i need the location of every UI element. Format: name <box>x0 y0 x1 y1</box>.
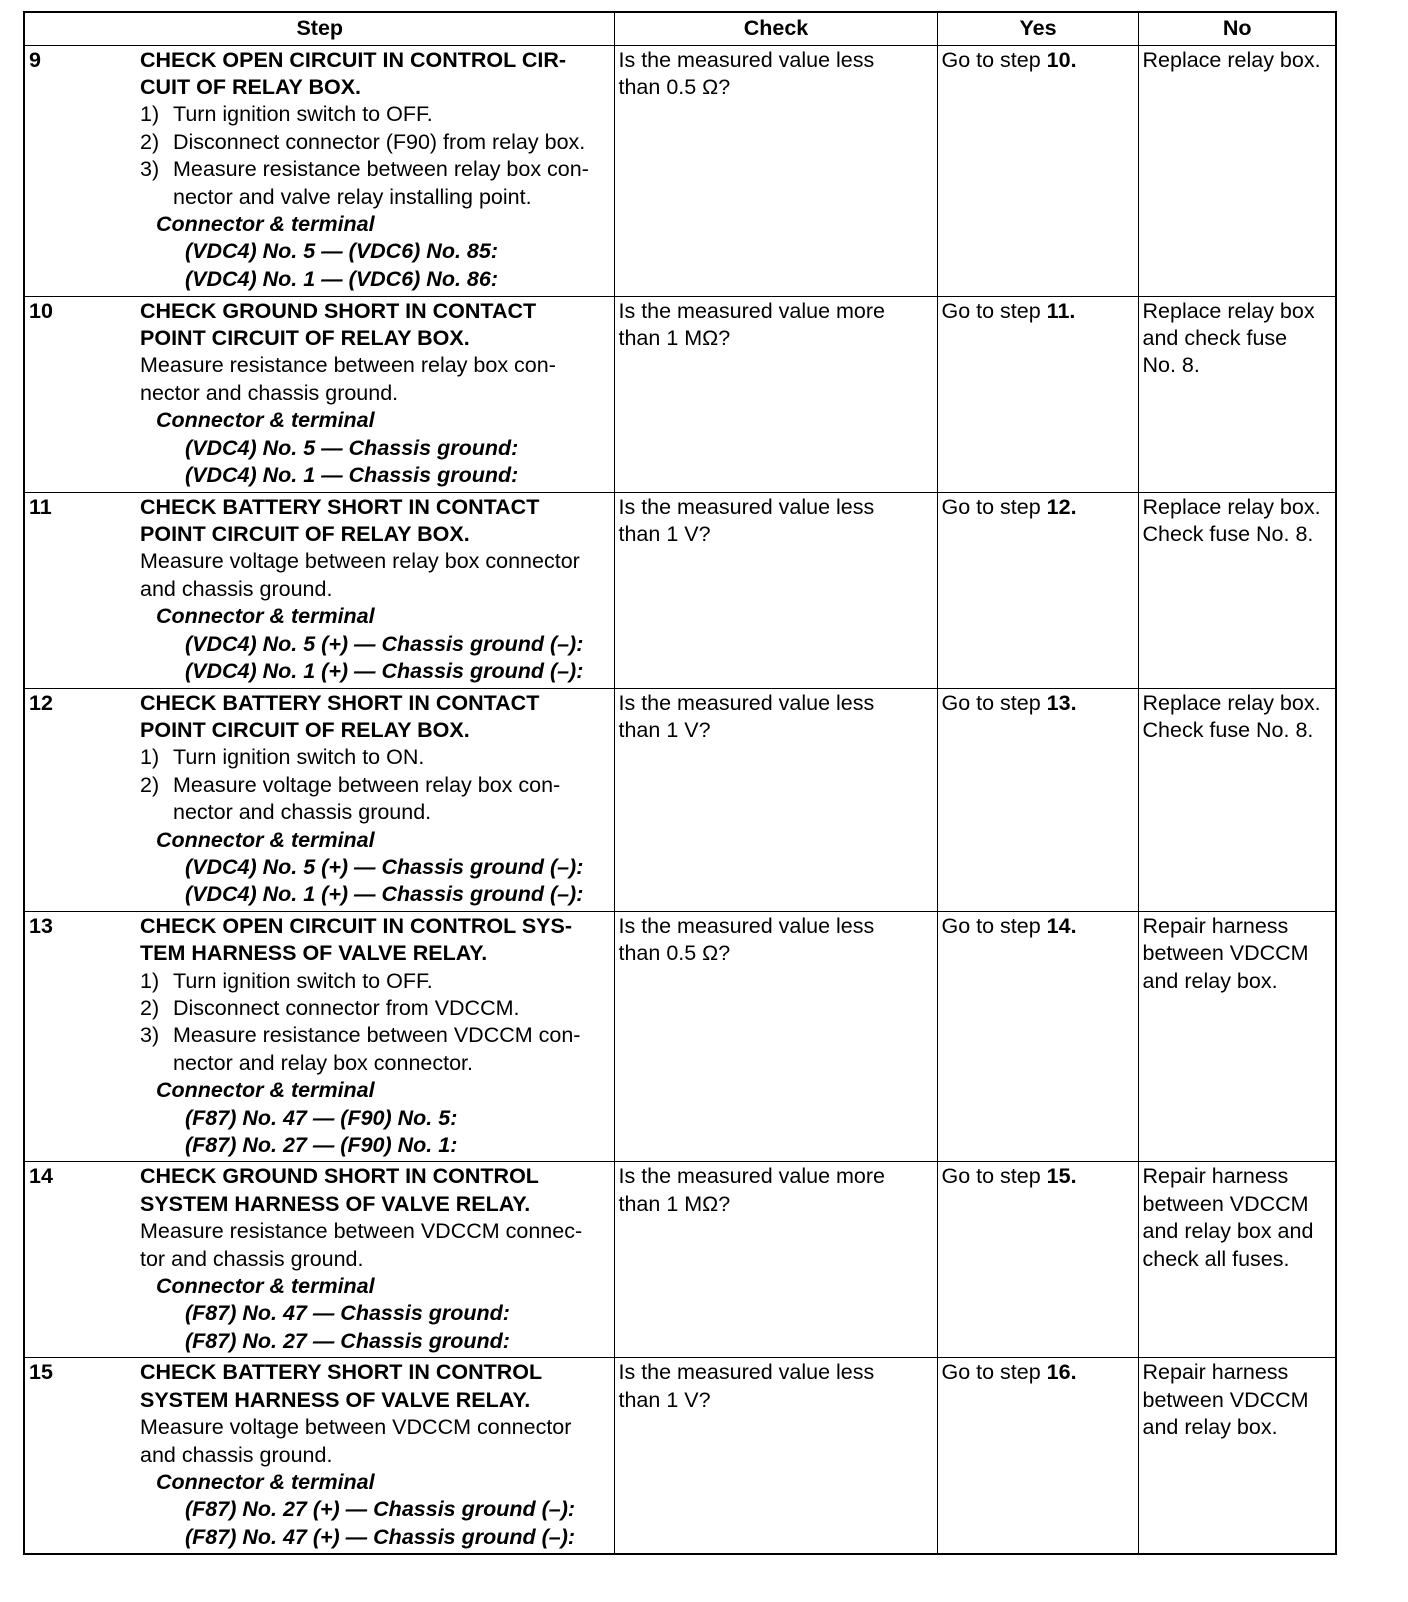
procedure-text: Measure resistance between VDCCM con- <box>173 1023 581 1048</box>
check-text-line: Is the measured value more <box>618 298 885 323</box>
procedure-text: Turn ignition switch to OFF. <box>173 968 433 993</box>
step-title-line: CHECK GROUND SHORT IN CONTACT <box>140 298 537 323</box>
yes-cell <box>937 688 1138 911</box>
connector-terminal-line: (VDC4) No. 1 — (VDC6) No. 86: <box>185 266 498 291</box>
step-cell <box>24 1162 614 1358</box>
no-text-line: Replace relay box. <box>1142 690 1321 715</box>
procedure-item <box>140 129 611 156</box>
procedure-text: Turn ignition switch to ON. <box>173 745 425 770</box>
check-text-line: than 1 MΩ? <box>618 1191 731 1216</box>
yes-step-link: 16. <box>1046 1360 1077 1385</box>
check-text-line: Is the measured value more <box>618 1164 885 1189</box>
check-cell <box>614 911 937 1162</box>
step-title-line: CHECK OPEN CIRCUIT IN CONTROL CIR- <box>140 47 567 72</box>
check-cell <box>614 45 937 296</box>
connector-terminal-line: (VDC4) No. 1 (+) — Chassis ground (–): <box>185 658 584 683</box>
connector-terminal-label: Connector & terminal <box>156 1078 375 1103</box>
no-cell <box>1138 1358 1336 1554</box>
no-text-line: Check fuse No. 8. <box>1142 717 1314 742</box>
no-text-line: Replace relay box <box>1142 298 1315 323</box>
procedure-text: nector and chassis ground. <box>173 800 432 825</box>
procedure-item <box>140 744 611 771</box>
no-text-line: check all fuses. <box>1142 1246 1290 1271</box>
step-body <box>140 690 611 909</box>
procedure-index <box>140 799 173 826</box>
check-text-line: than 1 V? <box>618 1387 711 1412</box>
no-text-line: Repair harness <box>1142 1164 1289 1189</box>
table-row <box>24 1358 1336 1554</box>
step-number: 13 <box>29 913 53 938</box>
check-cell <box>614 1162 937 1358</box>
check-cell <box>614 688 937 911</box>
header-no: No <box>1138 12 1336 45</box>
no-text-line: Replace relay box. <box>1142 47 1321 72</box>
connector-terminal-line: (F87) No. 27 (+) — Chassis ground (–): <box>185 1497 576 1522</box>
yes-step-link: 14. <box>1046 913 1077 938</box>
step-body <box>140 298 611 490</box>
connector-terminal-line: (F87) No. 47 — Chassis ground: <box>185 1301 510 1326</box>
header-row <box>24 12 1336 45</box>
connector-terminal-label: Connector & terminal <box>156 1274 375 1299</box>
procedure-index: 2) <box>140 995 160 1020</box>
procedure-list <box>140 968 611 1078</box>
step-title-line: POINT CIRCUIT OF RELAY BOX. <box>140 325 470 350</box>
step-description-line: and chassis ground. <box>140 1442 333 1467</box>
table-row <box>24 492 1336 688</box>
procedure-item <box>140 799 611 826</box>
step-description-line: nector and chassis ground. <box>140 380 399 405</box>
no-text-line: Replace relay box. <box>1142 494 1321 519</box>
no-text-line: and check fuse <box>1142 325 1288 350</box>
no-text-line: and relay box. <box>1142 1415 1278 1440</box>
step-cell <box>24 688 614 911</box>
yes-text: Go to step <box>941 913 1047 938</box>
yes-cell <box>937 911 1138 1162</box>
step-description-line: Measure voltage between relay box connector <box>140 549 580 574</box>
no-cell <box>1138 688 1336 911</box>
yes-step-link: 12. <box>1046 494 1077 519</box>
procedure-index: 1) <box>140 968 160 993</box>
yes-step-link: 13. <box>1046 690 1077 715</box>
yes-cell <box>937 492 1138 688</box>
connector-terminal-line: (F87) No. 27 — (F90) No. 1: <box>185 1133 458 1157</box>
step-title-line: CHECK BATTERY SHORT IN CONTACT <box>140 494 540 519</box>
step-title-line: CHECK GROUND SHORT IN CONTROL <box>140 1164 539 1189</box>
procedure-index: 1) <box>140 102 160 127</box>
step-cell <box>24 492 614 688</box>
no-text-line: between VDCCM <box>1142 1387 1309 1412</box>
step-title-line: POINT CIRCUIT OF RELAY BOX. <box>140 521 470 546</box>
step-body <box>140 913 611 1160</box>
diagnostic-table <box>23 11 1337 1555</box>
no-text-line: No. 8. <box>1142 353 1200 378</box>
procedure-list <box>140 744 611 826</box>
yes-cell <box>937 45 1138 296</box>
connector-terminal-label: Connector & terminal <box>156 827 375 852</box>
procedure-item <box>140 995 611 1022</box>
step-title-line: SYSTEM HARNESS OF VALVE RELAY. <box>140 1191 531 1216</box>
header-step: Step <box>24 12 614 45</box>
procedure-item <box>140 968 611 995</box>
connector-terminal-label: Connector & terminal <box>156 1470 375 1495</box>
procedure-text: Disconnect connector (F90) from relay box. <box>173 129 586 154</box>
procedure-item <box>140 184 611 211</box>
step-description-line: tor and chassis ground. <box>140 1246 364 1271</box>
no-text-line: and relay box. <box>1142 968 1278 993</box>
step-body <box>140 47 611 294</box>
check-text-line: Is the measured value less <box>618 494 875 519</box>
procedure-item <box>140 772 611 799</box>
step-body <box>140 1359 611 1551</box>
yes-text: Go to step <box>941 690 1047 715</box>
procedure-text: Turn ignition switch to OFF. <box>173 102 433 127</box>
check-text-line: Is the measured value less <box>618 913 875 938</box>
connector-terminal-line: (VDC4) No. 5 — Chassis ground: <box>185 435 519 460</box>
step-title-line: TEM HARNESS OF VALVE RELAY. <box>140 941 488 966</box>
procedure-index: 1) <box>140 745 160 770</box>
procedure-text: Disconnect connector from VDCCM. <box>173 995 520 1020</box>
procedure-text: Measure resistance between relay box con- <box>173 157 589 182</box>
connector-terminal-line: (VDC4) No. 1 — Chassis ground: <box>185 462 519 487</box>
check-cell <box>614 492 937 688</box>
connector-terminal-line: (VDC4) No. 5 (+) — Chassis ground (–): <box>185 854 584 879</box>
step-number: 10 <box>29 298 53 323</box>
yes-step-link: 15. <box>1046 1164 1077 1189</box>
no-cell <box>1138 911 1336 1162</box>
step-title-line: CHECK BATTERY SHORT IN CONTROL <box>140 1360 543 1385</box>
step-number: 15 <box>29 1360 53 1385</box>
step-number: 14 <box>29 1164 53 1189</box>
step-number: 11 <box>29 494 52 519</box>
connector-terminal-line: (VDC4) No. 5 (+) — Chassis ground (–): <box>185 631 584 656</box>
check-text-line: than 1 MΩ? <box>618 325 731 350</box>
no-text-line: Repair harness <box>1142 1360 1289 1385</box>
no-cell <box>1138 296 1336 492</box>
procedure-list <box>140 101 611 211</box>
procedure-text: Measure voltage between relay box con- <box>173 772 561 797</box>
no-text-line: between VDCCM <box>1142 941 1309 966</box>
procedure-index <box>140 1050 173 1077</box>
step-number: 9 <box>29 47 41 72</box>
step-cell <box>24 1358 614 1554</box>
connector-terminal-line: (F87) No. 27 — Chassis ground: <box>185 1328 510 1353</box>
procedure-index: 2) <box>140 129 160 154</box>
procedure-item <box>140 1022 611 1049</box>
procedure-item <box>140 1050 611 1077</box>
step-cell <box>24 45 614 296</box>
header-check: Check <box>614 12 937 45</box>
yes-step-link: 11. <box>1046 298 1076 323</box>
check-text-line: than 1 V? <box>618 521 711 546</box>
no-text-line: Check fuse No. 8. <box>1142 521 1314 546</box>
check-cell <box>614 1358 937 1554</box>
yes-step-link: 10. <box>1046 47 1077 72</box>
table-row <box>24 911 1336 1162</box>
step-title-line: SYSTEM HARNESS OF VALVE RELAY. <box>140 1387 531 1412</box>
step-title-line: CUIT OF RELAY BOX. <box>140 74 362 99</box>
check-text-line: than 0.5 Ω? <box>618 74 731 99</box>
step-number: 12 <box>29 690 53 715</box>
yes-text: Go to step <box>941 298 1047 323</box>
step-body <box>140 494 611 686</box>
table-row <box>24 688 1336 911</box>
connector-terminal-label: Connector & terminal <box>156 604 375 629</box>
no-text-line: Repair harness <box>1142 913 1289 938</box>
yes-cell <box>937 1358 1138 1554</box>
procedure-text: nector and valve relay installing point. <box>173 184 532 209</box>
procedure-index: 3) <box>140 1023 160 1048</box>
table-row <box>24 296 1336 492</box>
table-row <box>24 45 1336 296</box>
step-cell <box>24 296 614 492</box>
yes-text: Go to step <box>941 494 1047 519</box>
yes-text: Go to step <box>941 1164 1047 1189</box>
connector-terminal-line: (F87) No. 47 (+) — Chassis ground (–): <box>185 1524 576 1549</box>
check-text-line: than 0.5 Ω? <box>618 941 731 966</box>
connector-terminal-line: (VDC4) No. 5 — (VDC6) No. 85: <box>185 239 498 264</box>
connector-terminal-line: (F87) No. 47 — (F90) No. 5: <box>185 1105 458 1130</box>
yes-cell <box>937 1162 1138 1358</box>
procedure-text: nector and relay box connector. <box>173 1050 473 1075</box>
no-text-line: and relay box and <box>1142 1219 1314 1244</box>
step-title-line: CHECK BATTERY SHORT IN CONTACT <box>140 690 540 715</box>
connector-terminal-label: Connector & terminal <box>156 408 375 433</box>
procedure-item <box>140 101 611 128</box>
step-body <box>140 1163 611 1355</box>
header-yes: Yes <box>937 12 1138 45</box>
procedure-item <box>140 156 611 183</box>
step-description-line: Measure resistance between relay box con- <box>140 353 556 378</box>
step-title-line: CHECK OPEN CIRCUIT IN CONTROL SYS- <box>140 913 573 938</box>
yes-text: Go to step <box>941 1360 1047 1385</box>
step-description-line: Measure resistance between VDCCM connec- <box>140 1219 583 1244</box>
procedure-index: 2) <box>140 772 160 797</box>
check-cell <box>614 296 937 492</box>
step-cell <box>24 911 614 1162</box>
no-cell <box>1138 492 1336 688</box>
check-text-line: Is the measured value less <box>618 690 875 715</box>
table-row <box>24 1162 1336 1358</box>
no-cell <box>1138 1162 1336 1358</box>
check-text-line: Is the measured value less <box>618 47 875 72</box>
yes-text: Go to step <box>941 47 1047 72</box>
check-text-line: Is the measured value less <box>618 1360 875 1385</box>
step-title-line: POINT CIRCUIT OF RELAY BOX. <box>140 717 470 742</box>
yes-cell <box>937 296 1138 492</box>
no-cell <box>1138 45 1336 296</box>
check-text-line: than 1 V? <box>618 717 711 742</box>
procedure-index: 3) <box>140 157 160 182</box>
step-description-line: Measure voltage between VDCCM connector <box>140 1415 572 1440</box>
connector-terminal-line: (VDC4) No. 1 (+) — Chassis ground (–): <box>185 882 584 907</box>
connector-terminal-label: Connector & terminal <box>156 211 375 236</box>
table-body <box>24 45 1336 1554</box>
no-text-line: between VDCCM <box>1142 1191 1309 1216</box>
step-description-line: and chassis ground. <box>140 576 333 601</box>
procedure-index <box>140 184 173 211</box>
